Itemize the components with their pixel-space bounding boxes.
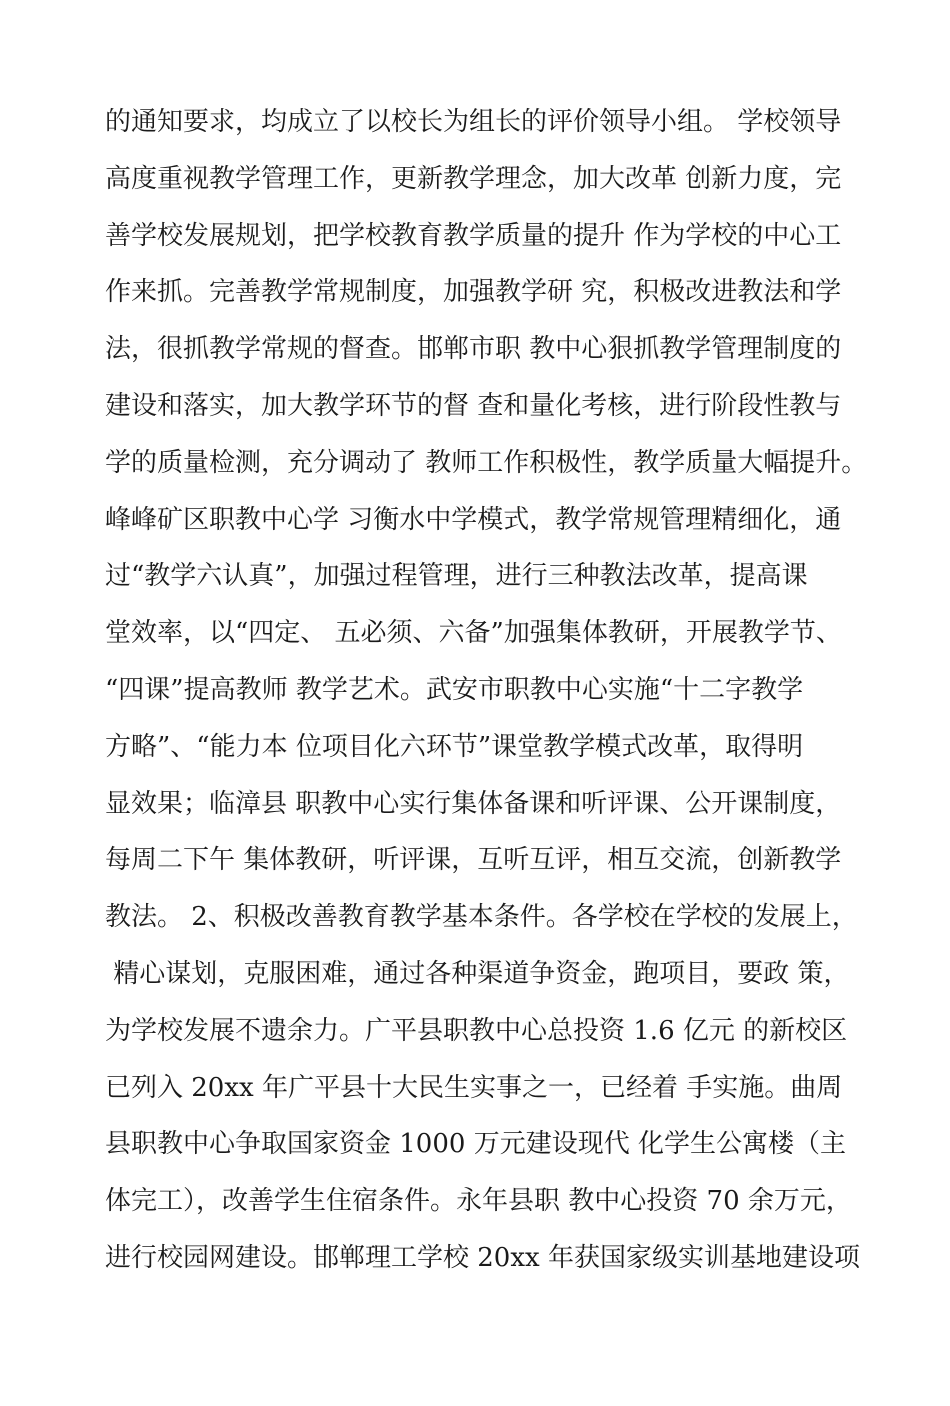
text-line: 峰峰矿区职教中心学 习衡水中学模式，教学常规管理精细化，通 — [105, 504, 842, 535]
text-line: 精心谋划，克服困难，通过各种渠道争资金，跑项目，要政 策， — [105, 958, 850, 989]
text-line: 作来抓。完善教学常规制度，加强教学研 究，积极改进教法和学 — [105, 277, 842, 308]
text-line: 已列入 20xx 年广平县十大民生实事之一，已经着 手实施。曲周 — [105, 1072, 843, 1103]
text-line: 教法。 2、积极改善教育教学基本条件。各学校在学校的发展上， — [105, 902, 858, 933]
text-line: “四课”提高教师 教学艺术。武安市职教中心实施“十二字教学 — [105, 674, 804, 705]
text-line: 高度重视教学管理工作，更新教学理念，加大改革 创新力度，完 — [105, 163, 842, 194]
text-line: 建设和落实，加大教学环节的督 查和量化考核，进行阶段性教与 — [105, 390, 842, 421]
text-line: 进行校园网建设。邯郸理工学校 20xx 年获国家级实训基地建设项 — [105, 1242, 860, 1273]
text-line: 方略”、“能力本 位项目化六环节”课堂教学模式改革，取得明 — [105, 731, 804, 762]
text-line: 为学校发展不遗余力。广平县职教中心总投资 1.6 亿元 的新校区 — [105, 1015, 848, 1046]
text-line: 每周二下午 集体教研，听评课，互听互评，相互交流，创新教学 — [105, 845, 842, 876]
text-line: 的通知要求，均成立了以校长为组长的评价领导小组。 学校领导 — [105, 107, 842, 137]
text-line: 善学校发展规划，把学校教育教学质量的提升 作为学校的中心工 — [105, 220, 842, 251]
text-line: 县职教中心争取国家资金 1000 万元建设现代 化学生公寓楼（主 — [105, 1129, 846, 1160]
text-line: 堂效率，以“四定、 五必须、六备”加强集体教研，开展教学节、 — [105, 618, 842, 649]
text-line: 显效果；临漳县 职教中心实行集体备课和听评课、公开课制度， — [105, 788, 842, 819]
text-line: 过“教学六认真”，加强过程管理，进行三种教法改革，提高课 — [105, 561, 808, 592]
text-line: 学的质量检测，充分调动了 教师工作积极性，教学质量大幅提升。 — [105, 447, 868, 478]
text-line: 体完工），改善学生住宿条件。永年县职 教中心投资 70 余万元， — [105, 1186, 852, 1217]
text-line: 法，很抓教学常规的督查。邯郸市职 教中心狠抓教学管理制度的 — [105, 334, 842, 365]
body-text — [105, 94, 868, 1287]
